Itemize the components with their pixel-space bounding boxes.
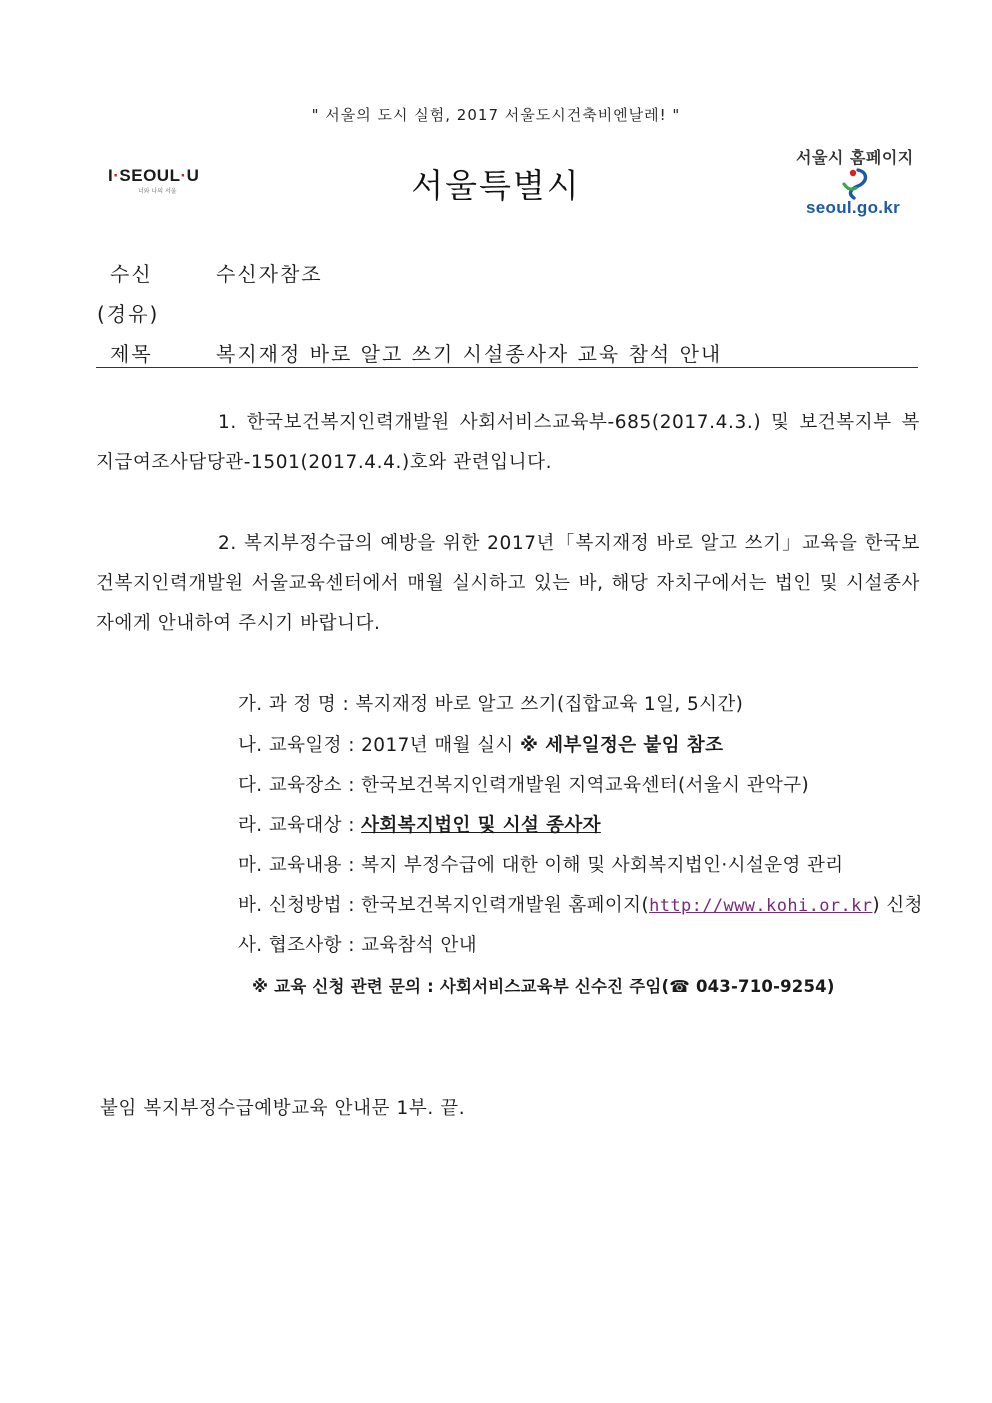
item-ba [238,891,923,917]
item-ra [238,811,601,837]
logo-word-seoul: SEOUL [119,166,181,185]
paragraph-1 [96,403,920,483]
item-ra-text: 라. 교육대상 : [238,815,362,836]
subject-label: 제목 [110,342,153,366]
recipient-label: 수신 [110,262,153,286]
kohi-website-link[interactable]: http://www.kohi.or.kr [649,896,873,916]
item-na-note: ※ 세부일정은 붙임 참조 [520,735,724,756]
attachment-line: 붙임 복지부정수급예방교육 안내문 1부. 끝. [100,1098,466,1119]
item-da: 다. 교육장소 : 한국보건복지인력개발원 지역교육센터(서울시 관악구) [238,775,810,796]
item-ba-text: 바. 신청방법 : 한국보건복지인력개발원 홈페이지( [238,895,650,916]
item-ba-suffix: ) 신청 [872,895,923,916]
recipient-value: 수신자참조 [216,262,323,286]
homepage-url[interactable]: seoul.go.kr [806,198,900,217]
logo-tagline: 너와 나의 서울 [138,188,177,195]
inquiry-note: ※ 교육 신청 관련 문의 : 사회서비스교육부 신수진 주임(☎ 043-710-9254) [252,977,835,996]
seoul-symbol-icon [838,166,878,200]
logo-letter-i: I [108,166,114,185]
header-divider [96,367,918,368]
item-na [238,731,723,757]
logo-letter-u: U [186,166,200,185]
paragraph-1-text: 1. 한국보건복지인력개발원 사회서비스교육부-685(2017.4.3.) 및 보건복지부 복지급여조사담당관-1501(2017.4.4.)호와 관련입니다. [96,412,920,473]
item-na-text: 나. 교육일정 : 2017년 매월 실시 [238,735,520,756]
paragraph-2 [96,524,920,644]
item-ga: 가. 과 정 명 : 복지재정 바로 알고 쓰기(집합교육 1일, 5시간) [238,694,744,715]
item-ma: 마. 교육내용 : 복지 부정수급에 대한 이해 및 사회복지법인·시설운영 관리 [238,855,844,876]
item-ra-target: 사회복지법인 및 시설 종사자 [361,815,601,836]
logo-dot: · [180,166,187,185]
paragraph-2-text: 2. 복지부정수급의 예방을 위한 2017년「복지재정 바로 알고 쓰기」교육을 한국보건복지인력개발원 서울교육센터에서 매월 실시하고 있는 바, 해당 자치구에서는 법인 및 시설종사자에게 안내하여 주시기 바랍니다. [96,533,920,634]
organization-title: 서울특별시 [411,166,581,205]
slogan: " 서울의 도시 실험, 2017 서울도시건축비엔날레! " [311,106,681,124]
item-sa: 사. 협조사항 : 교육참석 안내 [238,935,478,956]
subject-value: 복지재정 바로 알고 쓰기 시설종사자 교육 참석 안내 [216,342,723,366]
logo-dot: · [113,166,120,185]
via-label: (경유) [97,302,160,326]
homepage-label: 서울시 홈페이지 [796,148,914,167]
